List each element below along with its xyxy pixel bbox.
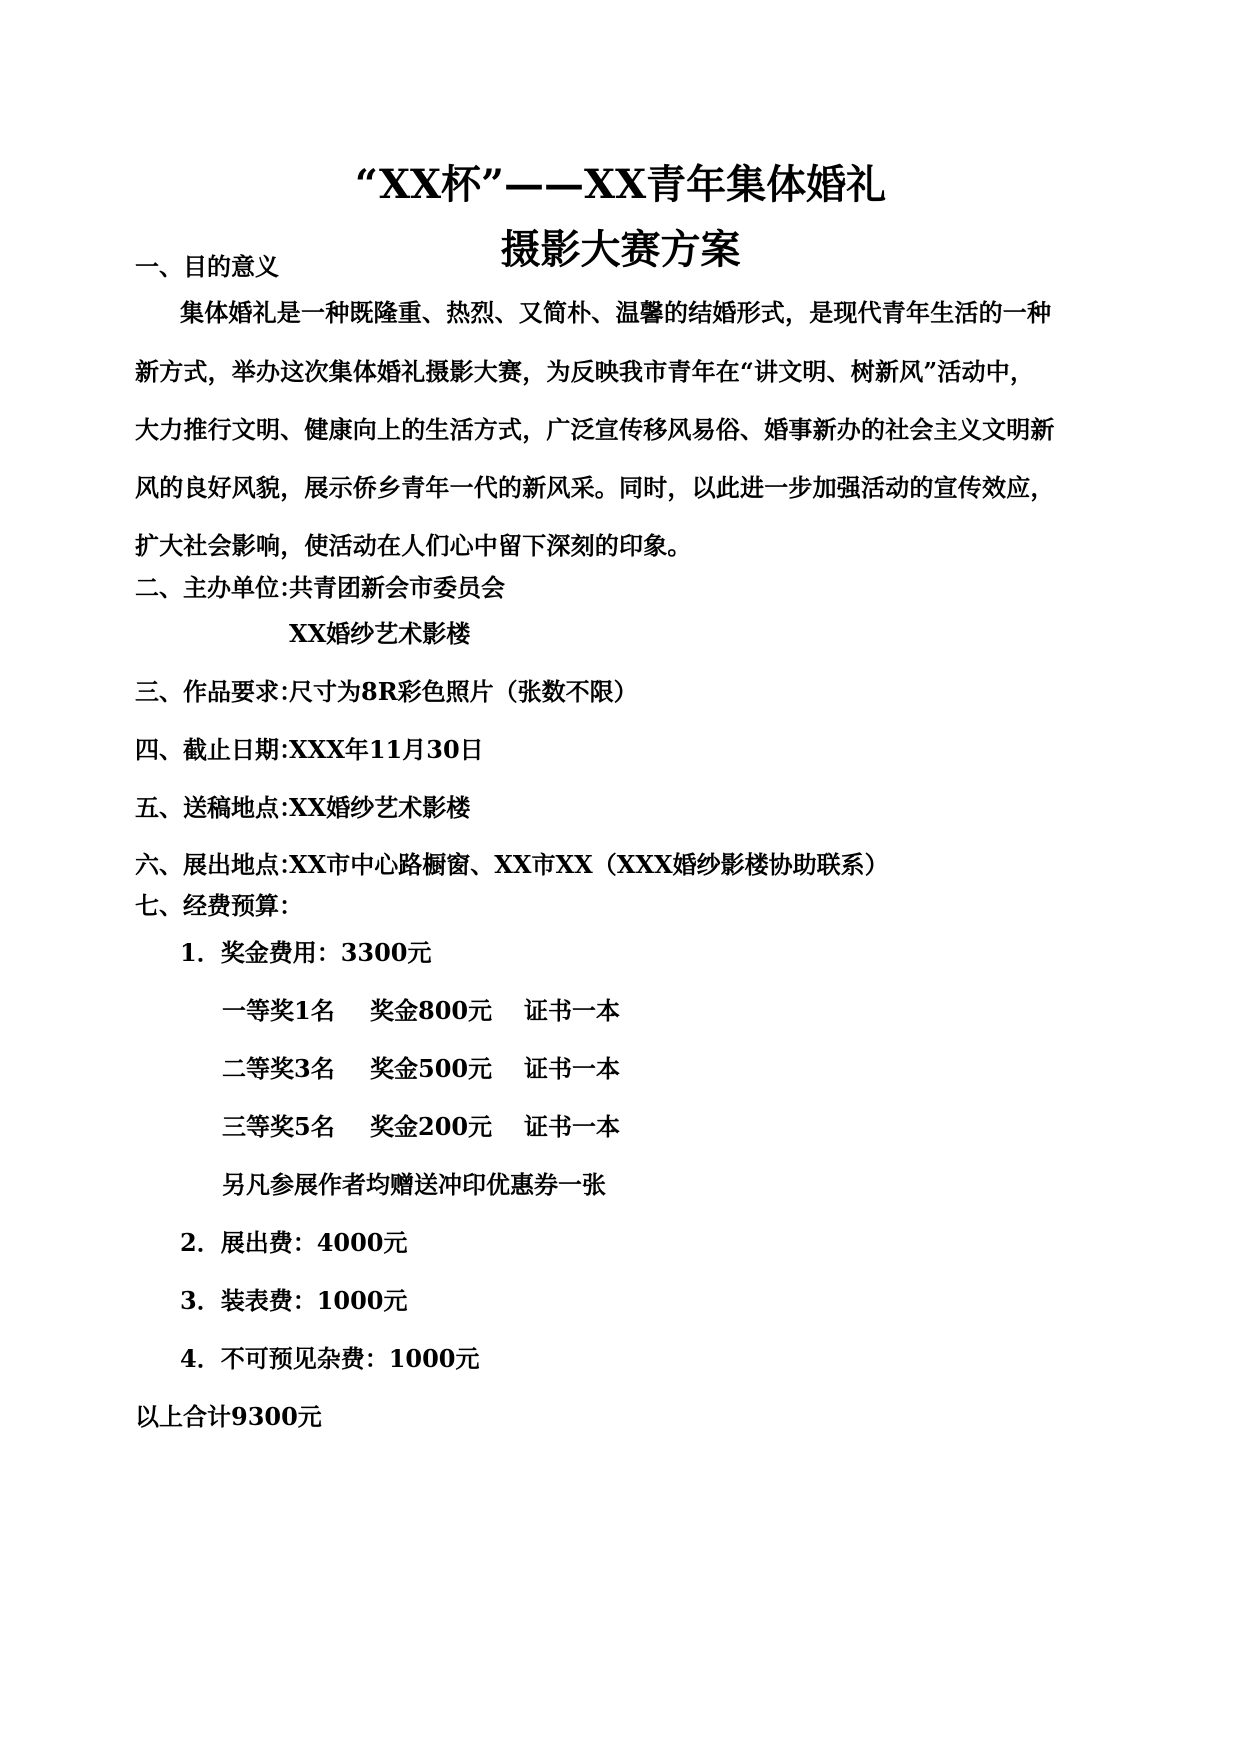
prize-note: 另凡参展作者均赠送冲印优惠券一张 [222, 1170, 606, 1199]
prize-row-2-cert: 证书一本 [524, 1054, 620, 1083]
budget-item-4: 4．不可预见杂费：1000元 [180, 1344, 480, 1373]
prize-row-2-money: 奖金500元 [370, 1054, 493, 1083]
budget-item-3: 3．装表费：1000元 [180, 1286, 408, 1315]
section5-label: 五、送稿地点： [135, 793, 303, 822]
section2-organizer-2: XX婚纱艺术影楼 [289, 619, 471, 648]
section5-value: XX婚纱艺术影楼 [289, 793, 471, 822]
prize-row-2-rank: 二等奖3名 [222, 1054, 335, 1083]
prize-row-1-cert: 证书一本 [524, 996, 620, 1025]
prize-row-3-cert: 证书一本 [524, 1112, 620, 1141]
section3-label: 三、作品要求： [135, 677, 303, 706]
section4-label: 四、截止日期： [135, 735, 303, 764]
section2-organizer-1: 共青团新会市委员会 [289, 573, 505, 602]
section4-value: XXX年11月30日 [289, 735, 484, 764]
section6-value: XX市中心路橱窗、XX市XX（XXX婚纱影楼协助联系） [289, 850, 889, 879]
prize-row-3-rank: 三等奖5名 [222, 1112, 335, 1141]
paragraph-line-4: 风的良好风貌，展示侨乡青年一代的新风采。同时，以此进一步加强活动的宣传效应， [135, 473, 1055, 502]
paragraph-line-5: 扩大社会影响，使活动在人们心中留下深刻的印象。 [135, 531, 692, 560]
section6-label: 六、展出地点： [135, 850, 303, 879]
section7-heading: 七、经费预算： [135, 891, 303, 920]
document-title-line1: “XX杯”——XX青年集体婚礼 [354, 161, 887, 208]
prize-row-1-rank: 一等奖1名 [222, 996, 335, 1025]
section3-value: 尺寸为8R彩色照片（张数不限） [289, 677, 638, 706]
section2-label: 二、主办单位： [135, 573, 303, 602]
prize-row-1-money: 奖金800元 [370, 996, 493, 1025]
budget-item-2: 2．展出费：4000元 [180, 1228, 408, 1257]
budget-total: 以上合计9300元 [135, 1402, 322, 1431]
paragraph-line-2: 新方式，举办这次集体婚礼摄影大赛，为反映我市青年在“讲文明、树新风”活动中， [135, 357, 1035, 386]
section1-heading: 一、目的意义 [135, 252, 279, 281]
prize-row-3-money: 奖金200元 [370, 1112, 493, 1141]
paragraph-line-1: 集体婚礼是一种既隆重、热烈、又简朴、温馨的结婚形式，是现代青年生活的一种 [180, 298, 1052, 327]
budget-item-1: 1．奖金费用：3300元 [180, 938, 432, 967]
paragraph-line-3: 大力推行文明、健康向上的生活方式，广泛宣传移风易俗、婚事新办的社会主义文明新 [135, 415, 1055, 444]
document-title-line2: 摄影大赛方案 [500, 226, 741, 273]
